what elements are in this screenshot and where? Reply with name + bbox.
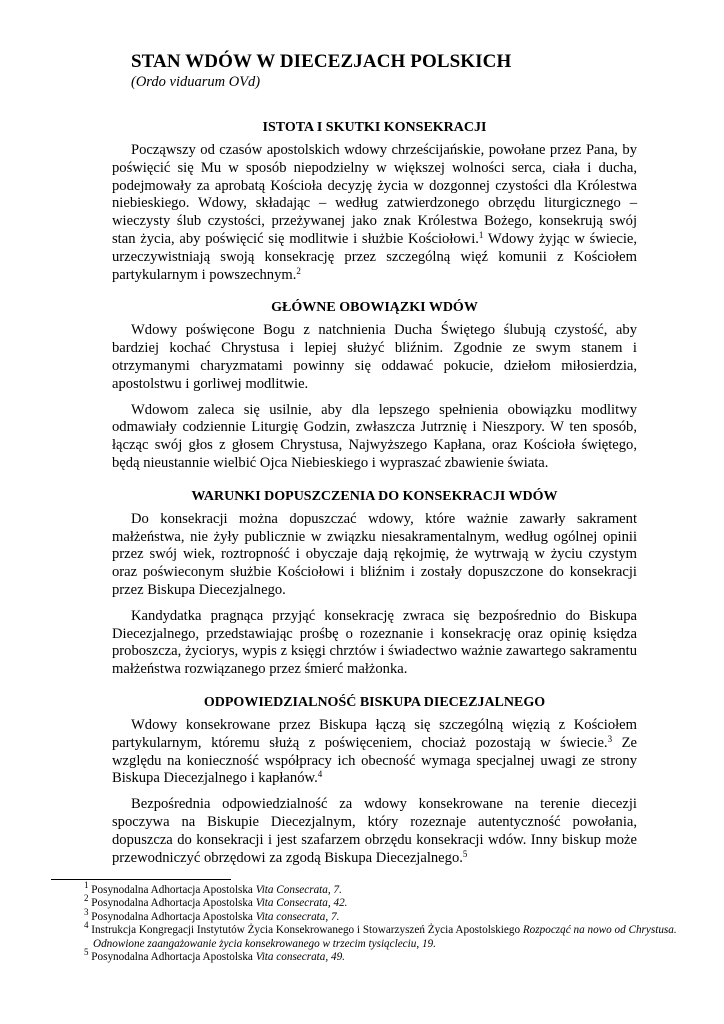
footnote-ref[interactable]: 3 bbox=[607, 733, 613, 744]
footnotes bbox=[84, 880, 680, 964]
section-heading: ISTOTA I SKUTKI KONSEKRACJI bbox=[262, 120, 487, 135]
footnote-ref[interactable]: 5 bbox=[462, 848, 468, 859]
footnote: $^5$ Posynodalna Adhortacja Apostolska Vita consecrata, 49. bbox=[84, 947, 345, 964]
footnote-ref[interactable]: 2 bbox=[296, 265, 301, 276]
paragraph: Do konsekracji można dopuszczać wdowy, które ważnie zawarły sakrament małżeństwa, nie żyły publicznie w związku niesakramentalnym, według ogólnej opinii przez swój wiek, roztropność i obyczaje dają rękojmię, że wytrwają w życiu czystym oraz poświeconym służbie Kościołowi i bliźnim i zostały dopuszczone do konsekracji przez Biskupa Diecezjalnego. bbox=[112, 510, 637, 598]
document-body bbox=[112, 50, 637, 875]
paragraph: Wdowy poświęcone Bogu z natchnienia Ducha Świętego ślubują czystość, aby bardziej kochać Chrystusa i lepiej służyć bliźnim. Zgodnie ze swym stanem i otrzymanymi charyzmatami powinny się oddawać pokucie, dziełom miłosierdzia, apostolstwu i gorliwej modlitwie. bbox=[112, 322, 637, 392]
section-heading: WARUNKI DOPUSZCZENIA DO KONSEKRACJI WDÓW bbox=[191, 488, 558, 504]
document-title: STAN WDÓW W DIECEZJACH POLSKICH bbox=[131, 51, 512, 72]
paragraph: Bezpośrednia odpowiedzialność za wdowy konsekrowane na terenie diecezji spoczywa na Biskupie Diecezjalnym, który rozeznaje autentyczność powołania, dopuszcza do konsekracji i jest szafarzem obrzędu konsekracji wdów. Inny biskup może przewodniczyć obrzędowi za zgodą Biskupa Diecezjalnego.$^5$ bbox=[112, 796, 637, 866]
section-heading: GŁÓWNE OBOWIĄZKI WDÓW bbox=[271, 300, 478, 316]
section-heading: ODPOWIEDZIALNOŚĆ BISKUPA DIECEZJALNEGO bbox=[203, 694, 546, 710]
paragraph: Kandydatka pragnąca przyjąć konsekrację zwraca się bezpośrednio do Biskupa Diecezjalnego, przedstawiając prośbę o rozeznanie i konsekrację oraz opinię księdza proboszcza, życiorys, wypis z księgi chrztów i świadectwo ważnie zawartego sakramentu małżeństwa rozwiązanego przez śmierć małżonka. bbox=[112, 607, 637, 678]
footnote: $^1$ Posynodalna Adhortacja Apostolska Vita Consecrata, 7. bbox=[84, 880, 342, 896]
footnote: $^3$ Posynodalna Adhortacja Apostolska Vita consecrata, 7. bbox=[84, 906, 340, 923]
footnote-separator bbox=[51, 879, 231, 880]
footnote: $^2$ Posynodalna Adhortacja Apostolska Vita Consecrata, 42. bbox=[84, 893, 348, 910]
footnote: $^4$ Instrukcja Kongregacji Instytutów Życia Konsekrowanego i Stowarzyszeń Życia Apostolskiego Rozpocząć na nowo od Chrystusa. Odnowione zaangażowanie życia konsekrowanego w trzecim tysiącleciu, 19. bbox=[84, 920, 677, 950]
paragraph: Wdowom zaleca się usilnie, aby dla lepszego spełnienia obowiązku modlitwy odmawiały codziennie Liturgię Godzin, zwłaszcza Jutrznię i Nieszpory. W ten sposób, łącząc swój głos z głosem Chrystusa, Najwyższego Kapłana, oraz Kościoła świętego, będą nieustannie wielbić Ojca Niebieskiego i wypraszać zbawienie świata. bbox=[112, 401, 637, 471]
footnote-ref[interactable]: 1 bbox=[478, 229, 484, 240]
footnote-ref[interactable]: 4 bbox=[317, 769, 323, 780]
document-subtitle: (Ordo viduarum OVd) bbox=[131, 74, 261, 90]
paragraph: Począwszy od czasów apostolskich wdowy chrześcijańskie, powołane przez Pana, by poświęcić się Mu w sposób niepodzielny w większej wolności serca, ciała i ducha, podejmowały za aprobatą Kościoła decyzję życia w dozgonnej czystości dla Królestwa niebieskiego. Wdowy, składając – według zatwierdzonego obrzędu liturgicznego – wieczysty ślub czystości, przeżywanej jako znak Królestwa Bożego, konsekrują swój stan życia, aby poświęcić się modlitwie i służbie Kościołowi.$^1$ Wdowy żyjąc w świecie, urzeczywistniają swoją konsekrację przez szczególną więź komunii z Kościołem partykularnym i powszechnym.$^2$ bbox=[112, 142, 638, 283]
paragraph: Wdowy konsekrowane przez Biskupa łączą się szczególną więzią z Kościołem partykularnym, któremu służą z poświęceniem, chociaż pozostają w świecie.$^3$ Ze względu na konieczność współpracy ich obecność wymaga specjalnej uwagi ze strony Biskupa Diecezjalnego i kapłanów.$^4$ bbox=[112, 716, 637, 787]
